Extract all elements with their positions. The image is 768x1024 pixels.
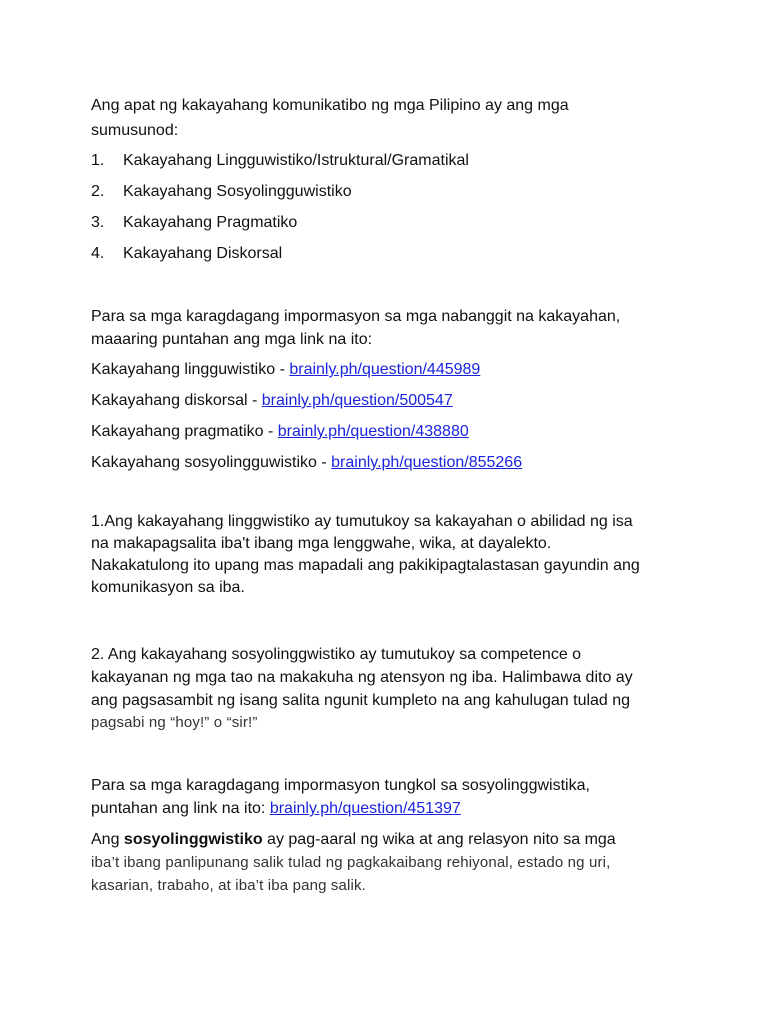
- list-item-text: Kakayahang Sosyolingguwistiko: [123, 183, 352, 200]
- brainly-link[interactable]: brainly.ph/question/445989: [289, 361, 481, 378]
- definition-suffix: ay pag-aaral ng wika at ang relasyon nito sa mga: [262, 831, 616, 848]
- list-item-number: 2.: [91, 183, 105, 200]
- para1-line-4: komunikasyon sa iba.: [91, 579, 245, 596]
- list-item-text: Kakayahang Pragmatiko: [123, 214, 298, 231]
- link-row: [91, 421, 469, 443]
- link-label: Kakayahang diskorsal -: [91, 392, 262, 409]
- definition-line-2: iba’t ibang panlipunang salik tulad ng pagkakaibang rehiyonal, estado ng uri,: [91, 854, 611, 871]
- more-info-line-1: Para sa mga karagdagang impormasyon sa mga nabanggit na kakayahan,: [91, 308, 621, 325]
- link-label: Kakayahang lingguwistiko -: [91, 361, 290, 378]
- socio-info-prefix: puntahan ang link na ito:: [91, 800, 270, 817]
- list-item: [91, 181, 352, 203]
- link-label: Kakayahang sosyolingguwistiko -: [91, 454, 332, 471]
- list-item: [91, 150, 469, 172]
- para1-line-3: Nakakatulong ito upang mas mapadali ang pakikipagtalastasan gayundin ang: [91, 557, 640, 574]
- link-row: [91, 359, 480, 381]
- list-item-text: Kakayahang Lingguwistiko/Istruktural/Gramatikal: [123, 152, 469, 169]
- list-item-number: 4.: [91, 245, 105, 262]
- list-item: [91, 212, 297, 234]
- definition-term: sosyolinggwistiko: [123, 831, 263, 848]
- list-item-number: 1.: [91, 152, 105, 169]
- intro-line-2: sumusunod:: [91, 122, 179, 139]
- link-row: [91, 390, 453, 412]
- definition-line-3: kasarian, trabaho, at iba’t iba pang salik.: [91, 877, 366, 894]
- para2-line-1: 2. Ang kakayahang sosyolinggwistiko ay tumutukoy sa competence o: [91, 646, 582, 663]
- intro-line-1: Ang apat ng kakayahang komunikatibo ng mga Pilipino ay ang mga: [91, 97, 569, 114]
- definition-prefix: Ang: [91, 831, 124, 848]
- list-item-number: 3.: [91, 214, 105, 231]
- more-info-line-2: maaaring puntahan ang mga link na ito:: [91, 331, 373, 348]
- list-item: [91, 243, 282, 265]
- para1-line-1: 1.Ang kakayahang linggwistiko ay tumutukoy sa kakayahan o abilidad ng isa: [91, 513, 633, 530]
- para2-line-2: kakayanan ng mga tao na makakuha ng atensyon ng iba. Halimbawa dito ay: [91, 669, 633, 686]
- link-label: Kakayahang pragmatiko -: [91, 423, 278, 440]
- definition-line-1: [91, 829, 616, 851]
- brainly-link[interactable]: brainly.ph/question/438880: [277, 423, 469, 440]
- para2-line-4: pagsabi ng “hoy!” o “sir!”: [91, 714, 258, 731]
- brainly-link[interactable]: brainly.ph/question/855266: [331, 454, 523, 471]
- socio-info-line-1: Para sa mga karagdagang impormasyon tungkol sa sosyolinggwistika,: [91, 777, 590, 794]
- para1-line-2: na makapagsalita iba't ibang mga lenggwahe, wika, at dayalekto.: [91, 535, 552, 552]
- para2-line-3: ang pagsasambit ng isang salita ngunit kumpleto na ang kahulugan tulad ng: [91, 692, 631, 709]
- brainly-link[interactable]: brainly.ph/question/451397: [269, 800, 461, 817]
- brainly-link[interactable]: brainly.ph/question/500547: [261, 392, 453, 409]
- link-row: [91, 452, 522, 474]
- list-item-text: Kakayahang Diskorsal: [123, 245, 283, 262]
- socio-info-line-2: [91, 798, 461, 820]
